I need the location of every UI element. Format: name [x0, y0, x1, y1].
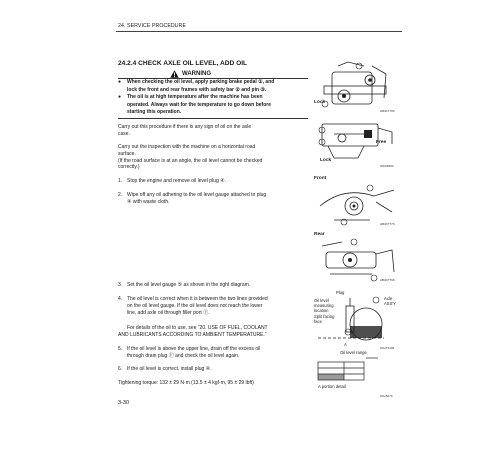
lock-label-2: Lock	[320, 158, 332, 163]
warning-heading	[170, 70, 211, 78]
free-label: Free	[376, 140, 387, 145]
figure-oil-level-range	[314, 350, 400, 400]
figure-1-code: AB4KT795	[380, 109, 395, 113]
figure-6-code: A6U6276	[380, 394, 393, 398]
paragraph-2: Carry out the inspection with the machine on a horizontal road surface. (If the road surface is at an angle, the oil level cannot be checked correctly.)	[118, 144, 263, 171]
split-facing-label: Split facing face	[314, 314, 335, 324]
figure-2-code: WKD8402	[380, 164, 394, 168]
rear-axle-illustration	[314, 232, 400, 284]
warning-line-2: lock the front and rear frames with safety bar ② and pin ③.	[127, 86, 267, 93]
figure-3-code: AB4KT776	[380, 222, 395, 226]
header-rule	[116, 31, 402, 32]
oil-level-range-label: Oil level range	[340, 350, 367, 355]
page-number: 3-30	[118, 400, 130, 406]
warning-line-4: operated. Always wait for the temperature to go down before	[127, 101, 272, 108]
warning-line-3: ● The oil is at high temperature after the machine has been	[118, 94, 263, 100]
fuel-note: For details of the oil to use, see “20. USE OF FUEL, COOLANT AND LUBRICANTS ACCORDING TO AMBIENT TEMPERATURE.”	[118, 325, 268, 338]
figure-front-axle	[314, 176, 400, 228]
step-6: 6. If the oil level is correct, install plug ④.	[118, 366, 212, 372]
step-4: 4. The oil level is correct when it is between the two lines provided on the oil level gauge. If the oil level does not reach the lower line, add axle oil through filler port Ⓕ.	[118, 296, 268, 316]
oil-level-range-illustration	[314, 350, 400, 400]
paragraph-1: Carry out this procedure if there is any sign of oil on the axle case.	[118, 124, 252, 137]
figure-free-lock	[314, 118, 400, 170]
step-3: 3. Set the oil level gauge ⑤ as shown in the right diagram.	[118, 282, 251, 288]
warning-line-5: starting this operation.	[127, 109, 182, 115]
figure-lock-bar	[314, 58, 400, 114]
front-label: Front	[314, 176, 327, 181]
figure-5-code: A6UT2106	[380, 346, 395, 350]
figure-4-code: AB4KT796	[380, 278, 395, 282]
lock-label-1: Lock	[314, 100, 326, 105]
warning-bottom-rule	[118, 118, 308, 119]
step-5: 5. If the oil level is above the upper line, drain off the excess oil through drain plug Ⓕ and check the oil level again.	[118, 346, 261, 359]
front-axle-illustration	[314, 176, 400, 228]
a-portion-detail-label: A portion detail	[318, 384, 346, 389]
warning-triangle-icon	[170, 70, 179, 78]
step-2: 2. Wipe off any oil adhering to the oil level gauge attached to plug ④ with waste cloth.	[118, 192, 267, 205]
warning-title: WARNING	[182, 71, 211, 77]
section-title: 24.2.4 CHECK AXLE OIL LEVEL, ADD OIL	[118, 60, 248, 67]
step-1: 1. Stop the engine and remove oil level plug ④.	[118, 178, 226, 184]
figure-oil-level-gauge	[314, 290, 400, 350]
warning-line-1: ● When checking the oil level, apply parking brake pedal ①, and	[118, 79, 275, 85]
tightening-torque: Tightening torque: 132 ± 29 N·m (13.5 ± 4 kgf·m, 95 ± 29 lbft)	[118, 380, 254, 386]
axle-assy-label: Axle ASS'Y	[384, 296, 396, 306]
figure-rear-axle	[314, 232, 400, 284]
running-header: 24. SERVICE PROCEDURE	[118, 23, 187, 29]
rear-label: Rear	[314, 232, 325, 237]
plug-label: Plug	[336, 290, 345, 295]
lock-bar-illustration	[314, 58, 400, 114]
oil-level-measuring-label: Oil level measuring location	[314, 298, 334, 313]
a-portion-marker: A	[344, 342, 347, 347]
